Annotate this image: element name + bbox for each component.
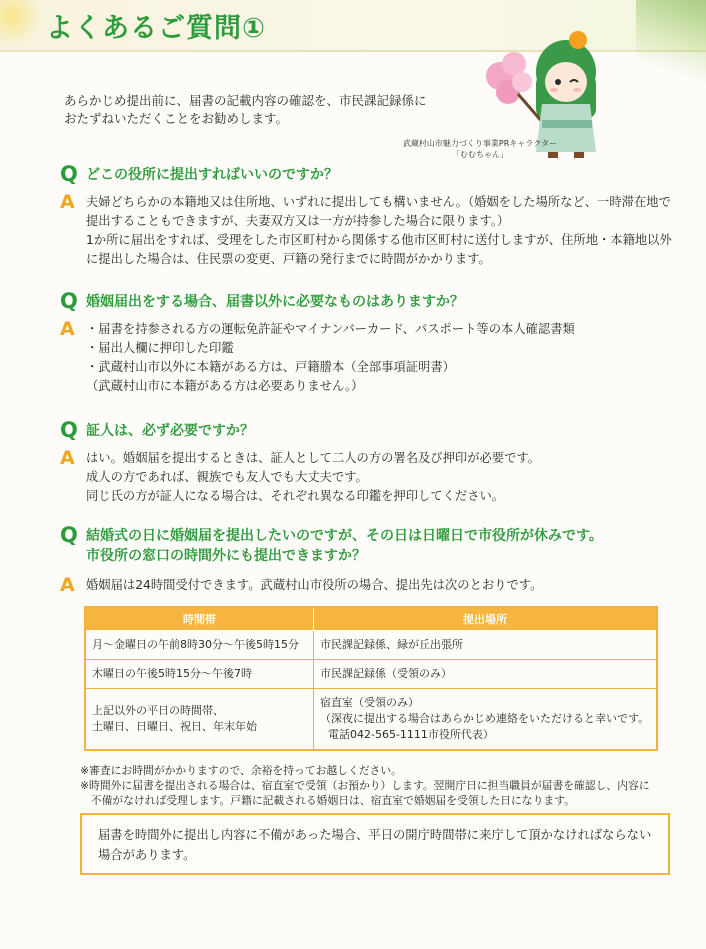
- cell-line: （深夜に提出する場合はあらかじめ連絡をいただけると幸いです。: [320, 712, 650, 725]
- answer-row: [60, 320, 700, 396]
- answer-line: ・届書を持参される方の運転免許証やマイナンバーカード、パスポート等の本人確認書類: [86, 322, 575, 336]
- answer-text: [86, 320, 700, 396]
- cell-line: 上記以外の平日の時間帯、: [92, 704, 224, 717]
- answer-line: 1か所に届出をすれば、受理をした市区町村から関係する他市区町村に送付しますが、住所地・本籍地以外: [86, 233, 672, 247]
- answer-line: （武蔵村山市に本籍がある方は必要ありません。）: [86, 379, 364, 393]
- question-line: 結婚式の日に婚姻届を提出したいのですが、その日は日曜日で市役所が休みです。: [86, 528, 603, 544]
- table-cell-time: [85, 689, 314, 751]
- table-header-row: [85, 607, 657, 631]
- answer-line: 同じ氏の方が証人になる場合は、それぞれ異なる印鑑を押印してください。: [86, 489, 505, 503]
- callout-line: 届書を時間外に提出し内容に不備があった場合、平日の開庁時間帯に来庁して頂かなければならない: [98, 828, 652, 842]
- answer-mark: A: [60, 574, 75, 596]
- question-row: [60, 523, 700, 566]
- answer-line: 婚姻届は24時間受付できます。武蔵村山市役所の場合、提出先は次のとおりです。: [86, 578, 543, 592]
- cell-line: 宿直室（受領のみ）: [320, 696, 419, 709]
- answer-text: [86, 193, 700, 269]
- submission-hours-table: [84, 606, 658, 751]
- table-header-time: 時間帯: [85, 607, 314, 631]
- page-title: よくあるご質問①: [46, 13, 266, 44]
- qa-block-4: [60, 523, 700, 596]
- question-row: [60, 162, 700, 186]
- question-mark: Q: [60, 289, 78, 313]
- table-header-place: 提出場所: [314, 607, 658, 631]
- callout-line: 場合があります。: [98, 848, 196, 862]
- mascot-caption-line: 「むむちゃん」: [452, 150, 508, 159]
- qa-block-3: [60, 418, 700, 506]
- table-row: [85, 660, 657, 689]
- answer-line: ・届出人欄に押印した印鑑: [86, 341, 234, 355]
- answer-row: [60, 576, 700, 595]
- answer-line: に提出した場合は、住民票の変更、戸籍の発行までに時間がかかります。: [86, 252, 491, 266]
- note-line: ※審査にお時間がかかりますので、余裕を持ってお越しください。: [80, 764, 402, 777]
- answer-mark: A: [60, 447, 75, 469]
- answer-row: [60, 449, 700, 506]
- answer-mark: A: [60, 318, 75, 340]
- table-cell-place: [314, 660, 658, 689]
- question-row: [60, 418, 700, 442]
- question-mark: Q: [60, 418, 78, 442]
- table-cell-time: [85, 631, 314, 660]
- note-line: 不備がなければ受理します。戸籍に記載される婚姻日は、宿直室で婚姻届を受領した日になります。: [80, 794, 575, 807]
- qa-block-1: [60, 162, 700, 269]
- table-cell-place: [314, 631, 658, 660]
- question-text: 婚姻届出をする場合、届書以外に必要なものはありますか？: [86, 294, 464, 310]
- mascot-caption-line: 武蔵村山市魅力づくり事業PRキャラクター: [402, 139, 558, 148]
- cell-line: 月～金曜日の午前8時30分～午後5時15分: [92, 638, 299, 651]
- answer-line: ・武蔵村山市以外に本籍がある方は、戸籍謄本（全部事項証明書）: [86, 360, 455, 374]
- leaf-decoration: [636, 0, 706, 90]
- answer-text: [86, 449, 700, 506]
- cell-line: 土曜日、日曜日、祝日、年末年始: [92, 720, 257, 733]
- table-cell-place: [314, 689, 658, 751]
- answer-text: [86, 576, 700, 595]
- warning-callout: [80, 813, 670, 875]
- answer-line: 夫婦どちらかの本籍地又は住所地、いずれに提出しても構いません。（婚姻をした場所など、一時滞在地で: [86, 195, 671, 209]
- answer-line: 提出することもできますが、夫妻双方又は一方が持参した場合に限ります。）: [86, 214, 510, 228]
- table-row: [85, 689, 657, 751]
- question-text: [86, 526, 700, 566]
- question-text: どこの役所に提出すればいいのですか？: [86, 167, 338, 183]
- question-text: 証人は、必ず必要ですか？: [86, 423, 254, 439]
- question-mark: Q: [60, 523, 78, 547]
- cell-line: 市民課記録係（受領のみ）: [320, 667, 452, 680]
- intro-line: おたずねいただくことをお勧めします。: [64, 111, 289, 126]
- qa-block-2: [60, 289, 700, 396]
- cell-line: 市民課記録係、緑が丘出張所: [320, 638, 463, 651]
- mascot-caption: [380, 138, 580, 160]
- answer-mark: A: [60, 191, 75, 213]
- intro-line: あらかじめ提出前に、届書の記載内容の確認を、市民課記録係に: [64, 93, 427, 108]
- question-row: [60, 289, 700, 313]
- answer-line: 成人の方であれば、親族でも友人でも大丈夫です。: [86, 470, 368, 484]
- question-line: 市役所の窓口の時間外にも提出できますか？: [86, 548, 366, 564]
- cell-line: 電話042-565-1111市役所代表）: [328, 728, 494, 741]
- answer-row: [60, 193, 700, 269]
- notes: [80, 763, 690, 808]
- intro-text: [64, 92, 427, 128]
- answer-line: はい。婚姻届を提出するときは、証人として二人の方の署名及び押印が必要です。: [86, 451, 541, 465]
- note-line: ※時間外に届書を提出される場合は、宿直室で受領（お預かり）します。翌開庁日に担当職員が届書を確認し、内容に: [80, 779, 650, 792]
- table-row: [85, 631, 657, 660]
- table-cell-time: [85, 660, 314, 689]
- question-mark: Q: [60, 162, 78, 186]
- cell-line: 木曜日の午後5時15分～午後7時: [92, 667, 252, 680]
